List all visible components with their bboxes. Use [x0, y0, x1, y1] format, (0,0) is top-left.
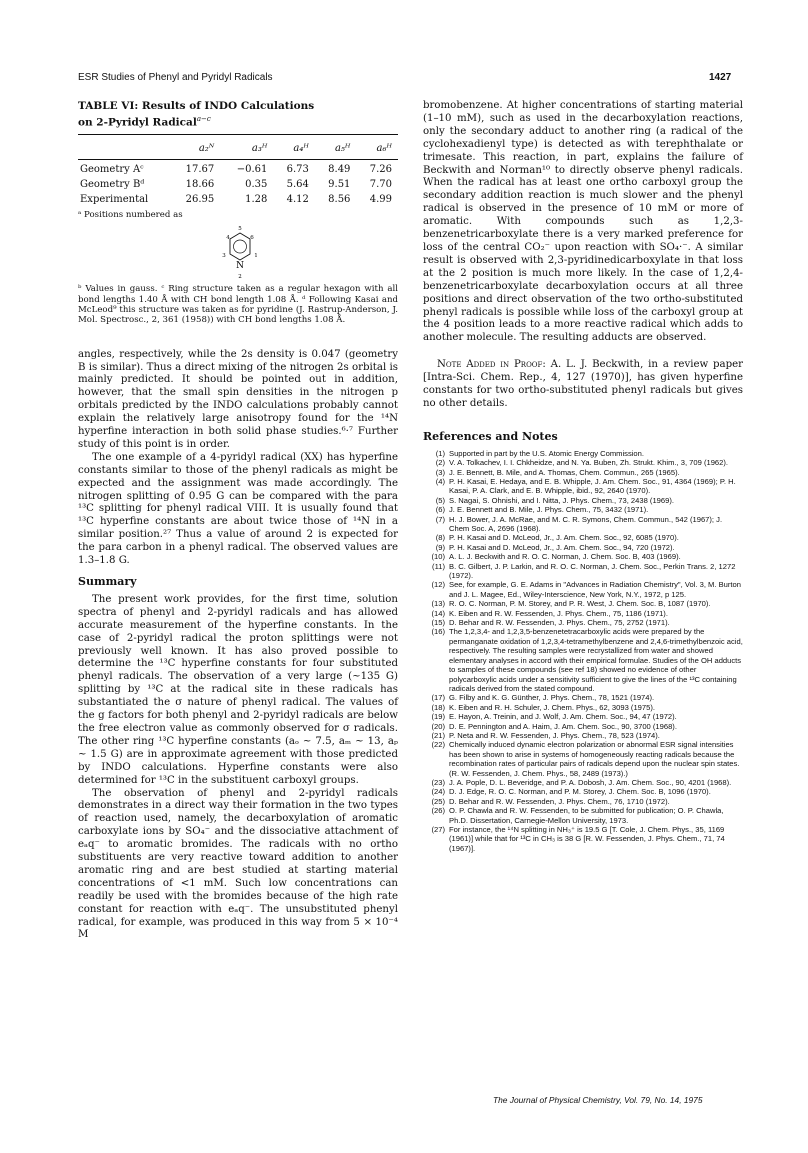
- table-cell: 5.64: [286, 179, 309, 191]
- table-cell: 9.51: [328, 179, 351, 191]
- reference-item: (13) R. O. C. Norman, P. M. Storey, and P. R. West, J. Chem. Soc. B, 1087 (1970).: [431, 599, 711, 609]
- reference-item: (14) K. Eiben and R. W. Fessenden, J. Phys. Chem., 75, 1186 (1971).: [431, 608, 668, 618]
- table-row: [78, 193, 398, 208]
- reference-item: (9) P. H. Kasai and D. McLeod, Jr., J. Am. Chem. Soc., 94, 720 (1972).: [435, 542, 675, 552]
- table-cell: −0.61: [236, 164, 268, 176]
- ring-label: 6: [250, 235, 254, 242]
- reference-item: (17) G. Filby and K. G. Günther, J. Phys. Chem., 78, 1521 (1974).: [431, 693, 655, 703]
- left-column: [78, 100, 398, 942]
- ring-label: 2: [238, 274, 242, 281]
- col-header: a₂ᴺ: [198, 142, 215, 154]
- body-paragraph: angles, respectively, while the 2s density is 0.047 (geometry B is similar). Thus a direct mixing of the nitrogen 2s orbital is mainly predicted. It should be pointed out in addition, however, that the small spin densities in the nitrogen p orbitals predicted by the INDO calculations probably cannot explain the relatively large anisotropy found for the ¹⁴N hyperfine interaction in both solid phase studies.⁶·⁷ Further study of this point is in order.: [78, 348, 398, 450]
- table-cell: 8.56: [328, 194, 351, 206]
- journal-footer: The Journal of Physical Chemistry, Vol. 79, No. 14, 1975: [493, 1095, 703, 1105]
- aromatic-circle: [234, 240, 247, 253]
- hexagon-ring: [230, 233, 250, 260]
- body-paragraph: The one example of a 4-pyridyl radical (XX) has hyperfine constants similar to those of the phenyl radicals as might be expected and the assignment was made accordingly. The nitrogen splitting of 0.95 G can be compared with the para ¹³C splitting for phenyl radical VIII. It is usually found that ¹³C hyperfine constants are about twice those of ¹⁴N in a similar position.²⁷ Thus a value of around 2 is expected for the para carbon in a phenyl radical. The observed values are 1.3–1.8 G.: [78, 451, 398, 567]
- table-cell: 18.66: [185, 179, 215, 191]
- table-cell: 4.12: [286, 194, 309, 206]
- col-header: a₄ᴴ: [293, 142, 309, 154]
- table-cell: 26.95: [185, 194, 215, 206]
- reference-item: (22) Chemically induced dynamic electron polarization or abnormal ESR signal intensities has been shown to arise in systems of homogeneously reacting radicals because the recombination rates of particular pairs of radicals depend upon the nuclear spin states. (R. W. Fessenden, J. Chem. Phys., 58, 2489 (1973).): [431, 740, 740, 778]
- summary-paragraph: The observation of phenyl and 2-pyridyl radicals demonstrates in a direct way their formation in the two types of reaction used, namely, the decarboxylation of aromatic carboxylate ions by SO₄⁻ and the dissociative attachment of eₐq⁻ to aromatic bromides. The radicals with no ortho substituents are very reactive toward addition to another aromatic ring and are best studied at starting material concentrations of <1 mM. Such low concentrations can readily be used with the bromides because of the high rate constant for reaction with eₐq⁻. The unsubstituted phenyl radical, for example, was produced in this way from 5 × 10⁻⁴ M: [78, 787, 398, 941]
- reference-item: (1) Supported in part by the U.S. Atomic Energy Commission.: [435, 448, 644, 458]
- reference-item: (3) J. E. Bennett, B. Mile, and A. Thomas, Chem. Commun., 265 (1965).: [435, 467, 680, 477]
- running-title: ESR Studies of Phenyl and Pyridyl Radicals: [78, 72, 273, 83]
- table-header-row: [78, 137, 398, 160]
- table-cell: 7.70: [369, 179, 392, 191]
- note-text: A. L. J. Beckwith, in a review paper [Intra-Sci. Chem. Rep., 4, 127 (1970)], has given hyperfine constants for two ortho-substituted phenyl radicals but gives no other details.: [423, 359, 743, 409]
- table-title: [78, 100, 398, 129]
- reference-item: (18) K. Eiben and R. H. Schuler, J. Chem. Phys., 62, 3093 (1975).: [431, 702, 655, 712]
- reference-item: (15) D. Behar and R. W. Fessenden, J. Phys. Chem., 75, 2752 (1971).: [431, 618, 670, 628]
- note-label: Note Added in Proof:: [437, 359, 546, 371]
- reference-item: (20) D. E. Pennington and A. Haim, J. Am. Chem. Soc., 90, 3700 (1968).: [431, 721, 677, 731]
- reference-item: (6) J. E. Bennett and B. Mile, J. Phys. Chem., 75, 3432 (1971).: [435, 505, 649, 515]
- pyridyl-ring-diagram: [220, 224, 260, 280]
- references-heading: References and Notes: [423, 429, 558, 443]
- references-list: [423, 449, 743, 853]
- table-cell: 8.49: [328, 164, 351, 176]
- table-row: [78, 163, 398, 178]
- reference-item: (2) V. A. Tolkachev, I. I. Chkheidze, and N. Ya. Buben, Zh. Strukt. Khim., 3, 709 (1962).: [435, 458, 729, 468]
- col-header: a₆ᴴ: [376, 142, 392, 154]
- table-footnotes-bcd: ᵇ Values in gauss. ᶜ Ring structure taken as a regular hexagon with all bond lengths 1.40 Å with CH bond length 1.08 Å. ᵈ Following Kasai and McLeod⁹ this structure was taken as for pyridine (J. Rastrup-Anderson, J. Mol. Spectrosc., 2, 361 (1958)) with CH bond lengths 1.08 Å.: [78, 284, 398, 326]
- ring-label: 1: [254, 253, 258, 260]
- reference-item: (26) O. P. Chawla and R. W. Fessenden, to be submitted for publication; O. P. Chawla, Ph.D. Dissertation, Carnegie-Mellon University, 1973.: [431, 806, 724, 825]
- results-table: [78, 137, 398, 209]
- table-title-sup: a−c: [196, 114, 211, 123]
- table-cell: 0.35: [245, 179, 268, 191]
- reference-item: (24) D. J. Edge, R. O. C. Norman, and P. M. Storey, J. Chem. Soc. B, 1096 (1970).: [431, 787, 711, 797]
- summary-paragraph: The present work provides, for the first time, solution spectra of phenyl and 2-pyridyl radicals and has allowed accurate measurement of the hyperfine constants. In the case of 2-pyridyl radical the proton splittings were not previously well known. It has also proved possible to determine the ¹³C hyperfine constants for four substituted phenyl radicals. The observation of a very large (~135 G) splitting by ¹³C at the radical site in these radicals has substantiated the σ nature of phenyl radical. The values of the g factors for both phenyl and 2-pyridyl radicals are below the free electron value as commonly observed for σ radicals. The other ring ¹³C hyperfine constants (aₒ ~ 7.5, aₘ ~ 13, aₚ ~ 1.5 G) are in approximate agreement with those predicted by INDO calculations. Hyperfine constants were also determined for ¹³C in the substituent carboxyl groups.: [78, 593, 398, 786]
- col-header: a₅ᴴ: [334, 142, 351, 154]
- ring-label: 3: [222, 253, 226, 260]
- reference-item: (11) B. C. Gilbert, J. P. Larkin, and R. O. C. Norman, J. Chem. Soc., Perkin Trans. 2, 1272 (1972).: [432, 561, 736, 581]
- body-paragraph: bromobenzene. At higher concentrations of starting material (1–10 mM), such as used in the decarboxylation reactions, only the secondary adduct to another ring (a radical of the cyclohexadienyl type) is detected as with terephthalate or trimesate. This reaction, in part, explains the failure of Beckwith and Norman¹⁰ to directly observe phenyl radicals. When the radical has at least one ortho carboxyl group the secondary addition reaction is much slower and the phenyl radical is observed in the presence of 10 mM or more of aromatic. With compounds such as 1,2,3-benzenetricarboxylate there is a very marked preference for loss of the central CO₂⁻ upon reaction with SO₄·⁻. A similar result is observed with 2,3-pyridinedicarboxylate in that loss at the 2 position is much more likely. In the case of 1,2,4-benzenetricarboxylate decarboxylation occurs at all three positions and direct observation of the two ortho-substituted phenyl radicals is possible while loss of the carboxyl group at the 4 position leads to a more reactive radical which adds to another molecule. The resulting adducts are observed.: [423, 100, 743, 344]
- page-number: 1427: [709, 72, 732, 83]
- ring-label: 4: [226, 235, 230, 242]
- table-cell: 7.26: [369, 164, 392, 176]
- table-title-line1: TABLE VI: Results of INDO Calculations: [78, 100, 315, 112]
- table-cell: 6.73: [286, 164, 309, 176]
- table-row: [78, 178, 398, 193]
- row-label: Geometry Bᵈ: [80, 179, 145, 191]
- table-cell: 17.67: [185, 164, 215, 176]
- right-column: [423, 100, 743, 853]
- reference-item: (4) P. H. Kasai, E. Hedaya, and E. B. Whipple, J. Am. Chem. Soc., 91, 4364 (1969); P. H. Kasai, P. A. Clark, and E. B. Whipple, ibid., 92, 2640 (1970).: [435, 476, 736, 496]
- row-label: Experimental: [80, 194, 149, 206]
- reference-item: (12) See, for example, G. E. Adams in "Advances in Radiation Chemistry", Vol. 3, M. Burton and J. L. Magee, Ed., Wiley-Interscience, New York, N.Y., 1972, p 125.: [431, 580, 741, 599]
- reference-item: (10) A. L. J. Beckwith and R. O. C. Norman, J. Chem. Soc. B, 403 (1969).: [431, 552, 681, 562]
- reference-item: (19) E. Hayon, A. Treinin, and J. Wolf, J. Am. Chem. Soc., 94, 47 (1972).: [431, 712, 677, 722]
- table-title-line2: on 2-Pyridyl Radical: [78, 116, 197, 128]
- reference-item: (27) For instance, the ¹⁴N splitting in NH₃⁺ is 19.5 G [T. Cole, J. Chem. Phys., 35, 1169 (1961)] while that for ¹³C in CH₃ is 38 G [R. W. Fessenden, J. Phys. Chem., 71, 74 (1967)].: [431, 825, 725, 853]
- row-label: Geometry Aᶜ: [80, 164, 144, 176]
- note-added-in-proof: [423, 359, 743, 411]
- nitrogen-label: N: [236, 261, 244, 272]
- col-header: a₃ᴴ: [251, 142, 268, 154]
- reference-item: (5) S. Nagai, S. Ohnishi, and I. Nitta, J. Phys. Chem., 73, 2438 (1969).: [435, 495, 674, 505]
- reference-item: (8) P. H. Kasai and D. McLeod, Jr., J. Am. Chem. Soc., 92, 6085 (1970).: [435, 533, 679, 543]
- summary-heading: Summary: [78, 575, 137, 589]
- reference-item: (21) P. Neta and R. W. Fessenden, J. Phys. Chem., 78, 523 (1974).: [431, 730, 660, 740]
- reference-item: (25) D. Behar and R. W. Fessenden, J. Phys. Chem., 76, 1710 (1972).: [431, 796, 670, 806]
- reference-item: (7) H. J. Bower, J. A. McRae, and M. C. R. Symons, Chem. Commun., 542 (1967); J. Chem Soc. A, 2696 (1968).: [435, 514, 723, 533]
- ring-label: 5: [238, 226, 242, 233]
- reference-item: (16) The 1,2,3,4- and 1,2,3,5-benzenetetracarboxylic acids were prepared by the permanganate oxidation of 1,2,3,4-tetramethylbenzene and 2,4,6-trimethylbenzoic acid, respectively. The resulting samples were recrystallized from water and showed elementary analyses in accord with their empirical formulae. Studies of the OH adducts to samples of these compounds (see ref 18) showed no evidence of other polycarboxylic acids under a sensitivity sufficient to give the lines of the ¹³C containing radicals derived from the stated compound.: [431, 627, 743, 693]
- table-footnote-a: ᵃ Positions numbered as: [78, 210, 183, 221]
- table-cell: 1.28: [245, 194, 268, 206]
- table-cell: 4.99: [369, 194, 392, 206]
- reference-item: (23) J. A. Pople, D. L. Beveridge, and P. A. Dobosh, J. Am. Chem. Soc., 90, 4201 (1968).: [431, 777, 732, 787]
- table-vi: [78, 100, 398, 326]
